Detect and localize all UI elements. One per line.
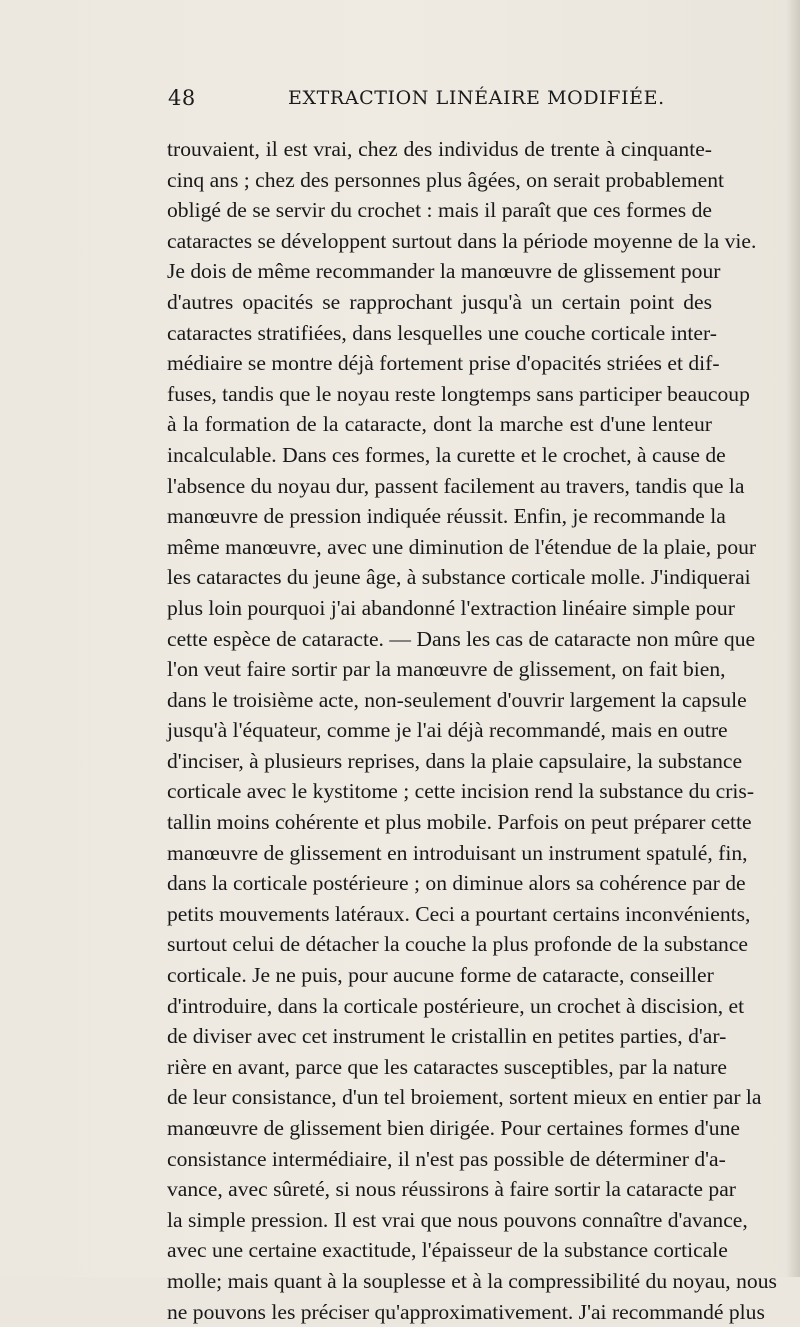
text-line: les cataractes du jeune âge, à substance corticale molle. J'indiquerai (167, 565, 751, 590)
text-line: cataractes stratifiées, dans lesquelles une couche corticale inter- (167, 320, 717, 345)
text-line: l'absence du noyau dur, passent facilement au travers, tandis que la (167, 473, 745, 498)
text-line: cinq ans ; chez des personnes plus âgées, on serait probablement (167, 167, 725, 192)
text-line: d'autres opacités se rapprochant jusqu'à un certain point des (167, 289, 712, 314)
text-line: corticale avec le kystitome ; cette incision rend la substance du cris- (167, 779, 755, 804)
text-line: rière en avant, parce que les cataractes susceptibles, par la nature (167, 1054, 727, 1079)
text-line: dans la corticale postérieure ; on diminue alors sa cohérence par de (167, 871, 746, 896)
text-line: cette espèce de cataracte. — Dans les cas de cataracte non mûre que (167, 626, 756, 651)
running-title: EXTRACTION LINÉAIRE MODIFIÉE. (288, 87, 665, 109)
text-line: la simple pression. Il est vrai que nous pouvons connaître d'avance, (167, 1207, 748, 1232)
text-line: de leur consistance, d'un tel broiement, sortent mieux en entier par la (167, 1085, 762, 1110)
text-line: l'on veut faire sortir par la manœuvre de glissement, on fait bien, (167, 657, 726, 682)
text-line: obligé de se servir du crochet : mais il paraît que ces formes de (167, 198, 712, 223)
text-line: manœuvre de glissement bien dirigée. Pour certaines formes d'une (167, 1116, 740, 1140)
text-line: d'inciser, à plusieurs reprises, dans la plaie capsulaire, la substance (167, 748, 743, 773)
text-line: médiaire se montre déjà fortement prise d'opacités striées et dif- (167, 351, 720, 376)
text-line: jusqu'à l'équateur, comme je l'ai déjà recommandé, mais en outre (167, 718, 728, 743)
text-line: ne pouvons les préciser qu'approximativement. J'ai recommandé plus (167, 1299, 765, 1324)
text-line: vance, avec sûreté, si nous réussirons à faire sortir la cataracte par (167, 1177, 736, 1202)
text-line: surtout celui de détacher la couche la plus profonde de la substance (167, 932, 749, 957)
text-line: trouvaient, il est vrai, chez des individus de trente à cinquante- (167, 137, 712, 161)
text-line: d'introduire, dans la corticale postérieure, un crochet à discision, et (167, 993, 745, 1018)
text-line: corticale. Je ne puis, pour aucune forme de cataracte, conseiller (167, 963, 714, 988)
text-line: incalculable. Dans ces formes, la curette et le crochet, à cause de (167, 442, 726, 467)
body-text (167, 134, 777, 1327)
text-line: Je dois de même recommander la manœuvre de glissement pour (167, 259, 721, 284)
text-line: fuses, tandis que le noyau reste longtemps sans participer beaucoup (167, 381, 750, 406)
text-line: cataractes se développent surtout dans la période moyenne de la vie. (167, 228, 757, 253)
text-line: consistance intermédiaire, il n'est pas possible de déterminer d'a- (167, 1146, 726, 1171)
text-line: dans le troisième acte, non-seulement d'ouvrir largement la capsule (167, 687, 747, 712)
text-line: molle; mais quant à la souplesse et à la compressibilité du noyau, nous (167, 1268, 777, 1293)
text-line: à la formation de la cataracte, dont la marche est d'une lenteur (167, 412, 712, 437)
text-line: manœuvre de pression indiquée réussit. Enfin, je recommande la (167, 504, 726, 529)
page-edge-shadow (786, 0, 800, 1277)
page-header (168, 86, 688, 116)
page-number: 48 (168, 86, 196, 110)
text-line: tallin moins cohérente et plus mobile. Parfois on peut préparer cette (167, 810, 752, 835)
text-line: petits mouvements latéraux. Ceci a pourtant certains inconvénients, (167, 901, 751, 926)
text-line: de diviser avec cet instrument le cristallin en petites parties, d'ar- (167, 1024, 727, 1049)
text-line: avec une certaine exactitude, l'épaisseur de la substance corticale (167, 1238, 728, 1263)
text-line: même manœuvre, avec une diminution de l'étendue de la plaie, pour (167, 534, 757, 559)
text-line: plus loin pourquoi j'ai abandonné l'extraction linéaire simple pour (167, 595, 735, 620)
text-line: manœuvre de glissement en introduisant un instrument spatulé, fin, (167, 840, 748, 865)
